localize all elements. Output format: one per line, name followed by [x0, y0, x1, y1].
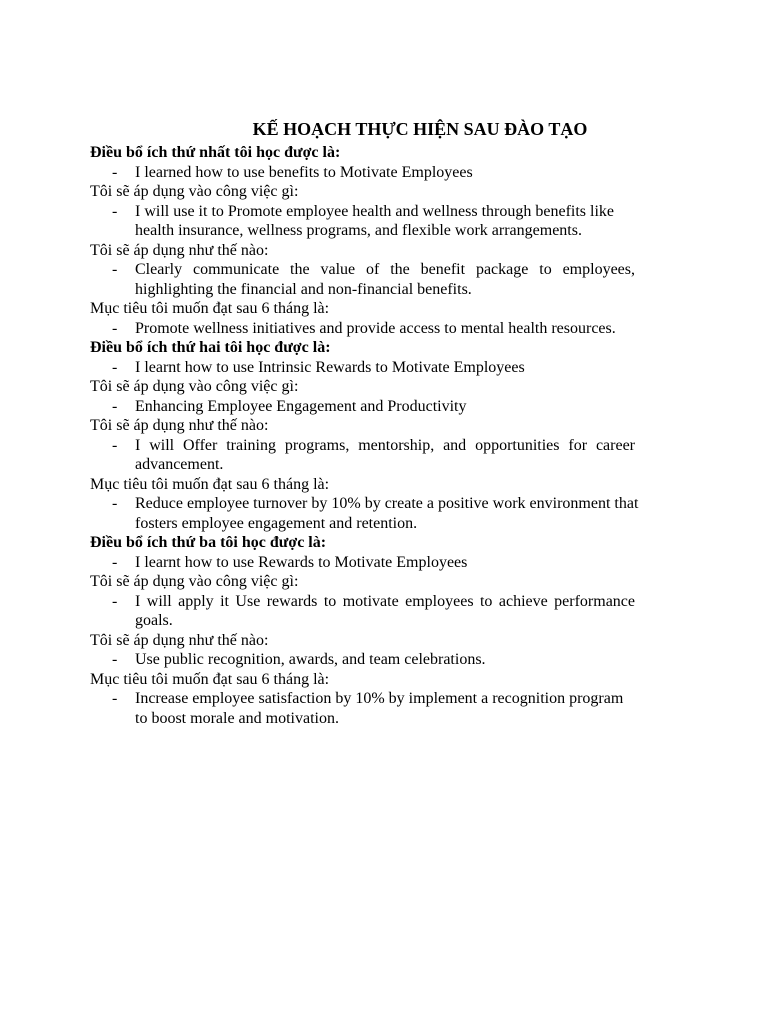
goal-answer-item [90, 494, 650, 533]
section-heading: Điều bổ ích thứ hai tôi học được là: [90, 339, 331, 356]
document-page [90, 118, 650, 728]
how-answer-item [90, 650, 635, 670]
learned-item [90, 358, 635, 378]
bullet-dash: - [112, 436, 118, 454]
learned-text: I learned how to use benefits to Motivate Employees [135, 163, 473, 181]
section-heading: Điều bổ ích thứ ba tôi học được là: [90, 534, 327, 551]
work-answer-item [90, 397, 635, 417]
bullet-dash: - [112, 690, 118, 707]
goal-question-label: Mục tiêu tôi muốn đạt sau 6 tháng là: [90, 300, 330, 317]
how-answer-text: Clearly communicate the value of the benefit package to employees, highlighting the financial and non-financial benefits. [135, 261, 635, 298]
goal-answer-text: Promote wellness initiatives and provide access to mental health resources. [135, 319, 616, 337]
bullet-dash: - [112, 651, 118, 668]
learned-item [90, 163, 635, 183]
bullet-dash: - [112, 553, 118, 571]
bullet-dash: - [112, 495, 118, 512]
bullet-dash: - [112, 319, 118, 337]
section-heading: Điều bổ ích thứ nhất tôi học được là: [90, 144, 341, 161]
document-title: KẾ HOẠCH THỰC HIỆN SAU ĐÀO TẠO [252, 119, 588, 139]
bullet-dash: - [112, 163, 118, 181]
goal-question-label: Mục tiêu tôi muốn đạt sau 6 tháng là: [90, 670, 330, 688]
section-2 [90, 338, 650, 533]
bullet-dash: - [112, 202, 118, 220]
how-answer-item [90, 436, 635, 475]
work-question-label: Tôi sẽ áp dụng vào công việc gì: [90, 573, 299, 590]
work-answer-item [90, 592, 635, 631]
bullet-dash: - [112, 592, 118, 610]
how-question-label: Tôi sẽ áp dụng như thế nào: [90, 417, 269, 434]
goal-answer-item [90, 319, 650, 339]
goal-answer-text: Increase employee satisfaction by 10% by implement a recognition program to boost morale and motivation. [135, 690, 624, 727]
bullet-dash: - [112, 261, 118, 278]
learned-text: I learnt how to use Rewards to Motivate Employees [135, 553, 468, 571]
goal-answer-text: Reduce employee turnover by 10% by create a positive work environment that fosters employee engagement and retention. [135, 495, 639, 532]
goal-answer-item [90, 689, 635, 728]
work-answer-item [90, 202, 635, 241]
work-answer-text: I will apply it Use rewards to motivate employees to achieve performance goals. [135, 592, 635, 629]
how-question-label: Tôi sẽ áp dụng như thế nào: [90, 631, 269, 649]
goal-question-label: Mục tiêu tôi muốn đạt sau 6 tháng là: [90, 475, 330, 493]
work-question-label: Tôi sẽ áp dụng vào công việc gì: [90, 378, 299, 395]
work-answer-text: I will use it to Promote employee health and wellness through benefits like health insurance, wellness programs, and flexible work arrangements. [135, 202, 615, 239]
how-answer-item [90, 260, 635, 299]
work-answer-text: Enhancing Employee Engagement and Productivity [135, 397, 467, 415]
learned-item [90, 553, 635, 573]
how-question-label: Tôi sẽ áp dụng như thế nào: [90, 241, 269, 259]
bullet-dash: - [112, 397, 118, 415]
how-answer-text: Use public recognition, awards, and team celebrations. [135, 651, 486, 668]
section-3 [90, 533, 650, 728]
learned-text: I learnt how to use Intrinsic Rewards to Motivate Employees [135, 358, 525, 376]
how-answer-text: I will Offer training programs, mentorship, and opportunities for career advancement. [135, 436, 635, 473]
bullet-dash: - [112, 358, 118, 376]
section-1 [90, 143, 650, 338]
work-question-label: Tôi sẽ áp dụng vào công việc gì: [90, 183, 299, 200]
